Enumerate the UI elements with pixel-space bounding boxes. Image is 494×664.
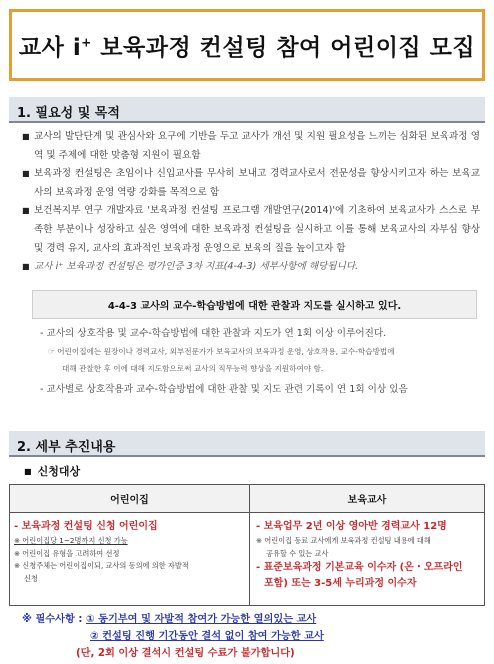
note-line: 대해 관찰한 후 이에 대해 지도함으로써 교사의 직무능력 향상을 지원하여야 함.: [62, 364, 324, 373]
square-bullet-icon: ■: [22, 169, 30, 179]
list-item: ■ 보육과정 컨설팅은 초임이나 신입교사를 무사히 보내고 경력교사로서 전문성을 향상시키고자 하는 보육교사의 보육과정 운영 역량 강화를 목적으로 함: [22, 165, 480, 202]
teacher-cell: - 보육업무 2년 이상 영아반 경력교사 12명 ※ 어린이집 동료 교사에게 보육과정 컨설팅 내용에 대해 공유할 수 있는 교사 - 표준보육과정 기본교육 이수자 (온・오프라인 포함) 또는 3-5세 누리과정 이수자: [256, 521, 463, 589]
square-bullet-icon: ■: [24, 467, 32, 476]
indicator-box: 4-4-3 교사의 교수-학습방법에 대한 관찰과 지도를 실시하고 있다.: [32, 290, 477, 319]
sub-title-applicants: ■ 신청대상: [24, 465, 81, 478]
column-header-daycare: 어린이집: [10, 485, 250, 513]
section-heading-details: 2. 세부 추진내용: [9, 431, 485, 457]
note-line: ☞ 어린이집에는 원장이나 경력교사, 외부전문가가 보육교사의 보육과정 운영, 상호작용, 교수-학습방법에: [48, 347, 395, 356]
square-bullet-icon: ■: [22, 206, 30, 216]
requirements: ※ 필수사항 : ① 동기부여 및 자발적 참여가 가능한 열의있는 교사 ② 컨설팅 진행 기간동안 결석 없이 참여 가능한 교사 (단, 2회 이상 결석시 컨설팅 수료가 불가합니다): [22, 614, 324, 659]
column-header-teacher: 보육교사: [250, 485, 484, 513]
list-item: ■ 교사의 발단단계 및 관심사와 요구에 기반을 두고 교사가 개선 및 지원 필요성을 느끼는 심화된 보육과정 영역 및 주제에 대한 맞춤형 지원이 필요함: [22, 128, 480, 165]
evaluation-note: ■ 교사 i⁺ 보육과정 컨설팅은 평가인증 3차 지표(4-4-3) 세부사항에 해당됩니다.: [22, 258, 480, 277]
list-item: ■ 보건복지부 연구 개발자료 '보육과정 컨설팅 프로그램 개발연구(2014)'에 기초하여 보육교사가 스스로 부족한 부분이나 성장하고 싶은 영역에 대한 보육과정 컨설팅을 실시하고 이를 통해 보육교사의 자부심 향상 및 경력 유지, 교사의 효과적인 보육과정 운영으로 보육의 질을 높이고자 함: [22, 202, 480, 258]
section1-body: [22, 128, 480, 277]
section-heading-necessity: 1. 필요성 및 목적: [9, 97, 485, 123]
square-bullet-icon: ■: [22, 262, 30, 272]
applicants-table: [9, 484, 485, 606]
indicator-detail-1: - 교사의 상호작용 및 교수-학습방법에 대한 관찰과 지도가 연 1회 이상 이루어진다. ☞ 어린이집에는 원장이나 경력교사, 외부전문가가 보육교사의 보육과정 운영, 상호작용, 교수-학습방법에 대해 관찰한 후 이에 대해 지도함으로써 교사의 직무능력 향상을 지원하여야 함.: [40, 325, 480, 377]
indicator-detail-2: - 교사별로 상호작용과 교수-학습방법에 대한 관찰 및 지도 관련 기록이 연 1회 이상 있음: [40, 384, 408, 395]
title-box: [9, 9, 485, 81]
square-bullet-icon: ■: [22, 132, 30, 141]
page-title: 교사 i+ 보육과정 컨설팅 참여 어린이집 모집: [18, 34, 476, 61]
daycare-cell: - 보육과정 컨설팅 신청 어린이집 ※ 어린이집당 1~2명까지 신청 가능 ※ 어린이집 유형을 고려하여 선정 ※ 신청주체는 어린이집이되, 교사의 동의에 의한 자발적 신청: [10, 513, 250, 605]
